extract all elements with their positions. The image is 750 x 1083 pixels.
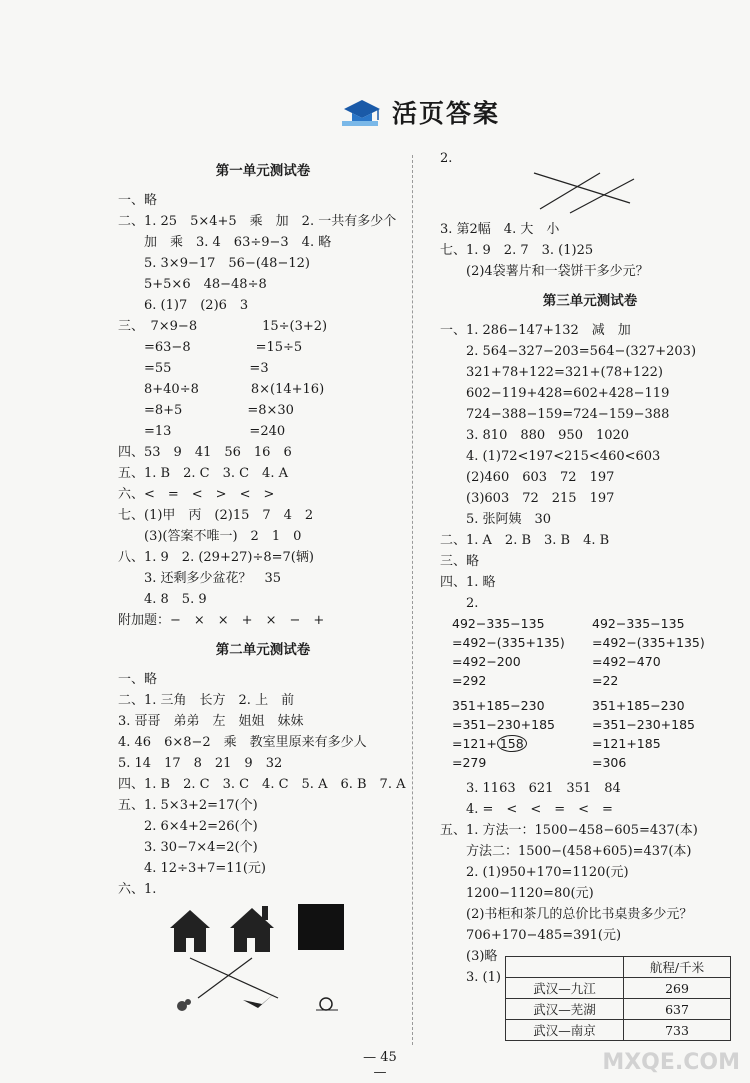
- answer-line: 2. 6×4+2=26(个): [118, 819, 258, 834]
- table-header-row: [506, 957, 731, 978]
- column-divider: [412, 155, 413, 1045]
- unit1-answers: [118, 190, 408, 631]
- answer-line: 2.: [440, 596, 479, 611]
- calc-step: =121+185: [592, 736, 661, 751]
- page-title: [340, 92, 500, 132]
- calc-step-prefix: =121+: [452, 736, 497, 751]
- answer-line: 2. (1)950+170=1120(元): [440, 865, 629, 880]
- unit3-answers: [440, 320, 740, 614]
- unit3-heading: 第三单元测试卷: [542, 293, 638, 309]
- route-name: 武汉—芜湖: [506, 999, 624, 1020]
- answer-line: 方法二：1500−(458+605)=437(本): [440, 844, 692, 859]
- answer-line: (3)603 72 215 197: [440, 491, 615, 506]
- answer-line: 一、1. 286−147+132 减 加: [440, 323, 631, 338]
- circled-number: 158: [497, 735, 527, 752]
- answer-line: 3. 810 880 950 1020: [440, 428, 630, 443]
- answer-line: 3. 1163 621 351 84: [440, 781, 621, 796]
- calc-step: =492−200: [452, 654, 521, 669]
- unit2-heading: 第二单元测试卷: [215, 642, 311, 658]
- answer-line: 4. = < < = < =: [440, 802, 613, 817]
- answer-line: 5. 14 17 8 21 9 32: [118, 756, 283, 771]
- page-number: — 45 —: [363, 1050, 397, 1080]
- answer-line: 四、1. B 2. C 3. C 4. C 5. A 6. B 7. A: [118, 777, 406, 792]
- answer-line: 3. 还剩多少盆花？ 35: [118, 571, 282, 586]
- calc-step: =351−230+185: [452, 717, 555, 732]
- answer-line: 一、略: [118, 672, 158, 687]
- answer-line: 5. 张阿姨 30: [440, 512, 552, 527]
- answer-line: =55 =3: [118, 361, 269, 376]
- table-header-cell: [506, 957, 624, 978]
- answer-line: 二、1. 25 5×4+5 乘 加 2. 一共有多少个: [118, 214, 397, 229]
- answer-line: (3)略: [440, 949, 498, 964]
- answer-line: 2. 564−327−203=564−(327+203): [440, 344, 697, 359]
- crossing-lines-figure: [530, 169, 740, 219]
- calc-step: =351−230+185: [592, 717, 695, 732]
- calc-step: =492−(335+135): [452, 635, 565, 650]
- right-column: [440, 148, 740, 988]
- calc-step: 351+185−230: [592, 698, 685, 713]
- table-header-cell: 航程/千米: [624, 957, 731, 978]
- table-row: [506, 1020, 731, 1041]
- route-distance: 269: [624, 978, 731, 999]
- answer-line: 五、1. 方法一：1500−458−605=437(本): [440, 823, 698, 838]
- answer-line: 一、略: [118, 193, 158, 208]
- answer-line: =8+5 =8×30: [118, 403, 294, 418]
- answer-line: =63−8 =15÷5: [118, 340, 303, 355]
- calc-step: [452, 734, 592, 753]
- answer-line: 加 乘 3. 4 63÷9−3 4. 略: [118, 235, 332, 250]
- answer-line: 4. (1)72<197<215<460<603: [440, 449, 661, 464]
- calc-step: =22: [592, 673, 619, 688]
- answer-line: 1200−1120=80(元): [440, 886, 594, 901]
- calc-step: 492−335−135: [592, 616, 685, 631]
- house-with-chimney-icon: [230, 906, 274, 952]
- answer-line: (2)书柜和茶几的总价比书桌贵多少元？: [440, 907, 693, 922]
- answer-line: 四、53 9 41 56 16 6: [118, 445, 292, 460]
- answer-line: 6. (1)7 (2)6 3: [118, 298, 249, 313]
- answer-line: 五、1. 5×3+2=17(个): [118, 798, 258, 813]
- answer-line: 3. 哥哥 弟弟 左 姐姐 妹妹: [118, 714, 304, 729]
- answer-line: 5. 3×9−17 56−(48−12): [118, 256, 310, 271]
- answer-line: =13 =240: [118, 424, 286, 439]
- calc-step: =306: [592, 755, 627, 770]
- answer-line: 七、(1)甲 丙 (2)15 7 4 2: [118, 508, 314, 523]
- answer-line: 4. 8 5. 9: [118, 592, 207, 607]
- calc-step: =279: [452, 755, 487, 770]
- answer-line: 六、1.: [118, 882, 157, 897]
- route-name: 武汉—九江: [506, 978, 624, 999]
- answer-line: 8+40÷8 8×(14+16): [118, 382, 325, 397]
- calc-step: 492−335−135: [452, 616, 545, 631]
- answer-line: 八、1. 9 2. (29+27)÷8=7(辆): [118, 550, 314, 565]
- answer-line: 3. (1): [440, 970, 501, 985]
- table-row: [506, 978, 731, 999]
- answer-line: 321+78+122=321+(78+122): [440, 365, 663, 380]
- snail-icon: [316, 998, 338, 1010]
- watermark-logo: MXQE.COM: [602, 1050, 740, 1075]
- table-row: [506, 999, 731, 1020]
- calc-block-b: [452, 696, 740, 772]
- black-square-icon: [298, 904, 344, 950]
- answer-line: 四、1. 略: [440, 575, 496, 590]
- answer-line: 602−119+428=602+428−119: [440, 386, 670, 401]
- answer-line: 4. 12÷3+7=11(元): [118, 861, 266, 876]
- answer-line: 五、1. B 2. C 3. C 4. A: [118, 466, 288, 481]
- calc-block-a: [452, 614, 740, 690]
- route-distance: 733: [624, 1020, 731, 1041]
- answer-line: 三、略: [440, 554, 480, 569]
- unit1-heading: 第一单元测试卷: [215, 163, 311, 179]
- calc-step: =292: [452, 673, 487, 688]
- answer-line: (2)460 603 72 197: [440, 470, 615, 485]
- chicken-icon: [177, 999, 191, 1011]
- answer-line: 4. 46 6×8−2 乘 教室里原来有多少人: [118, 735, 367, 750]
- answer-line: 二、1. A 2. B 3. B 4. B: [440, 533, 610, 548]
- answer-line: 5+5×6 48−48÷8: [118, 277, 267, 292]
- answer-line: 二、1. 三角 长方 2. 上 前: [118, 693, 295, 708]
- answer-line: 3. 30−7×4=2(个): [118, 840, 258, 855]
- house-icon: [170, 910, 210, 952]
- answer-line: 3. 第2幅 4. 大 小: [440, 222, 560, 237]
- answer-line: 七、1. 9 2. 7 3. (1)25: [440, 243, 594, 258]
- answer-line: (2)4袋薯片和一袋饼干多少元？: [440, 264, 649, 279]
- title-text: 活页答案: [392, 99, 501, 128]
- matching-figure: [158, 900, 408, 1020]
- answer-line: 六、< = < > < >: [118, 487, 275, 502]
- left-column: [118, 158, 408, 1020]
- calc-step: =492−(335+135): [592, 635, 705, 650]
- answer-line: 706+170−485=391(元): [440, 928, 622, 943]
- answer-line: 三、 7×9−8 15÷(3+2): [118, 319, 328, 334]
- route-name: 武汉—南京: [506, 1020, 624, 1041]
- answer-line: (3)(答案不唯一) 2 1 0: [118, 529, 302, 544]
- unit2-answers: [118, 669, 408, 900]
- calc-step: =492−470: [592, 654, 661, 669]
- answer-line: 附加题：− × × + × − +: [118, 613, 325, 628]
- graduation-cap-icon: [340, 95, 384, 129]
- answer-line: 2.: [440, 151, 453, 166]
- answer-line: 724−388−159=724−159−388: [440, 407, 670, 422]
- route-distance: 637: [624, 999, 731, 1020]
- calc-step: 351+185−230: [452, 698, 545, 713]
- route-distance-table: [505, 956, 731, 1041]
